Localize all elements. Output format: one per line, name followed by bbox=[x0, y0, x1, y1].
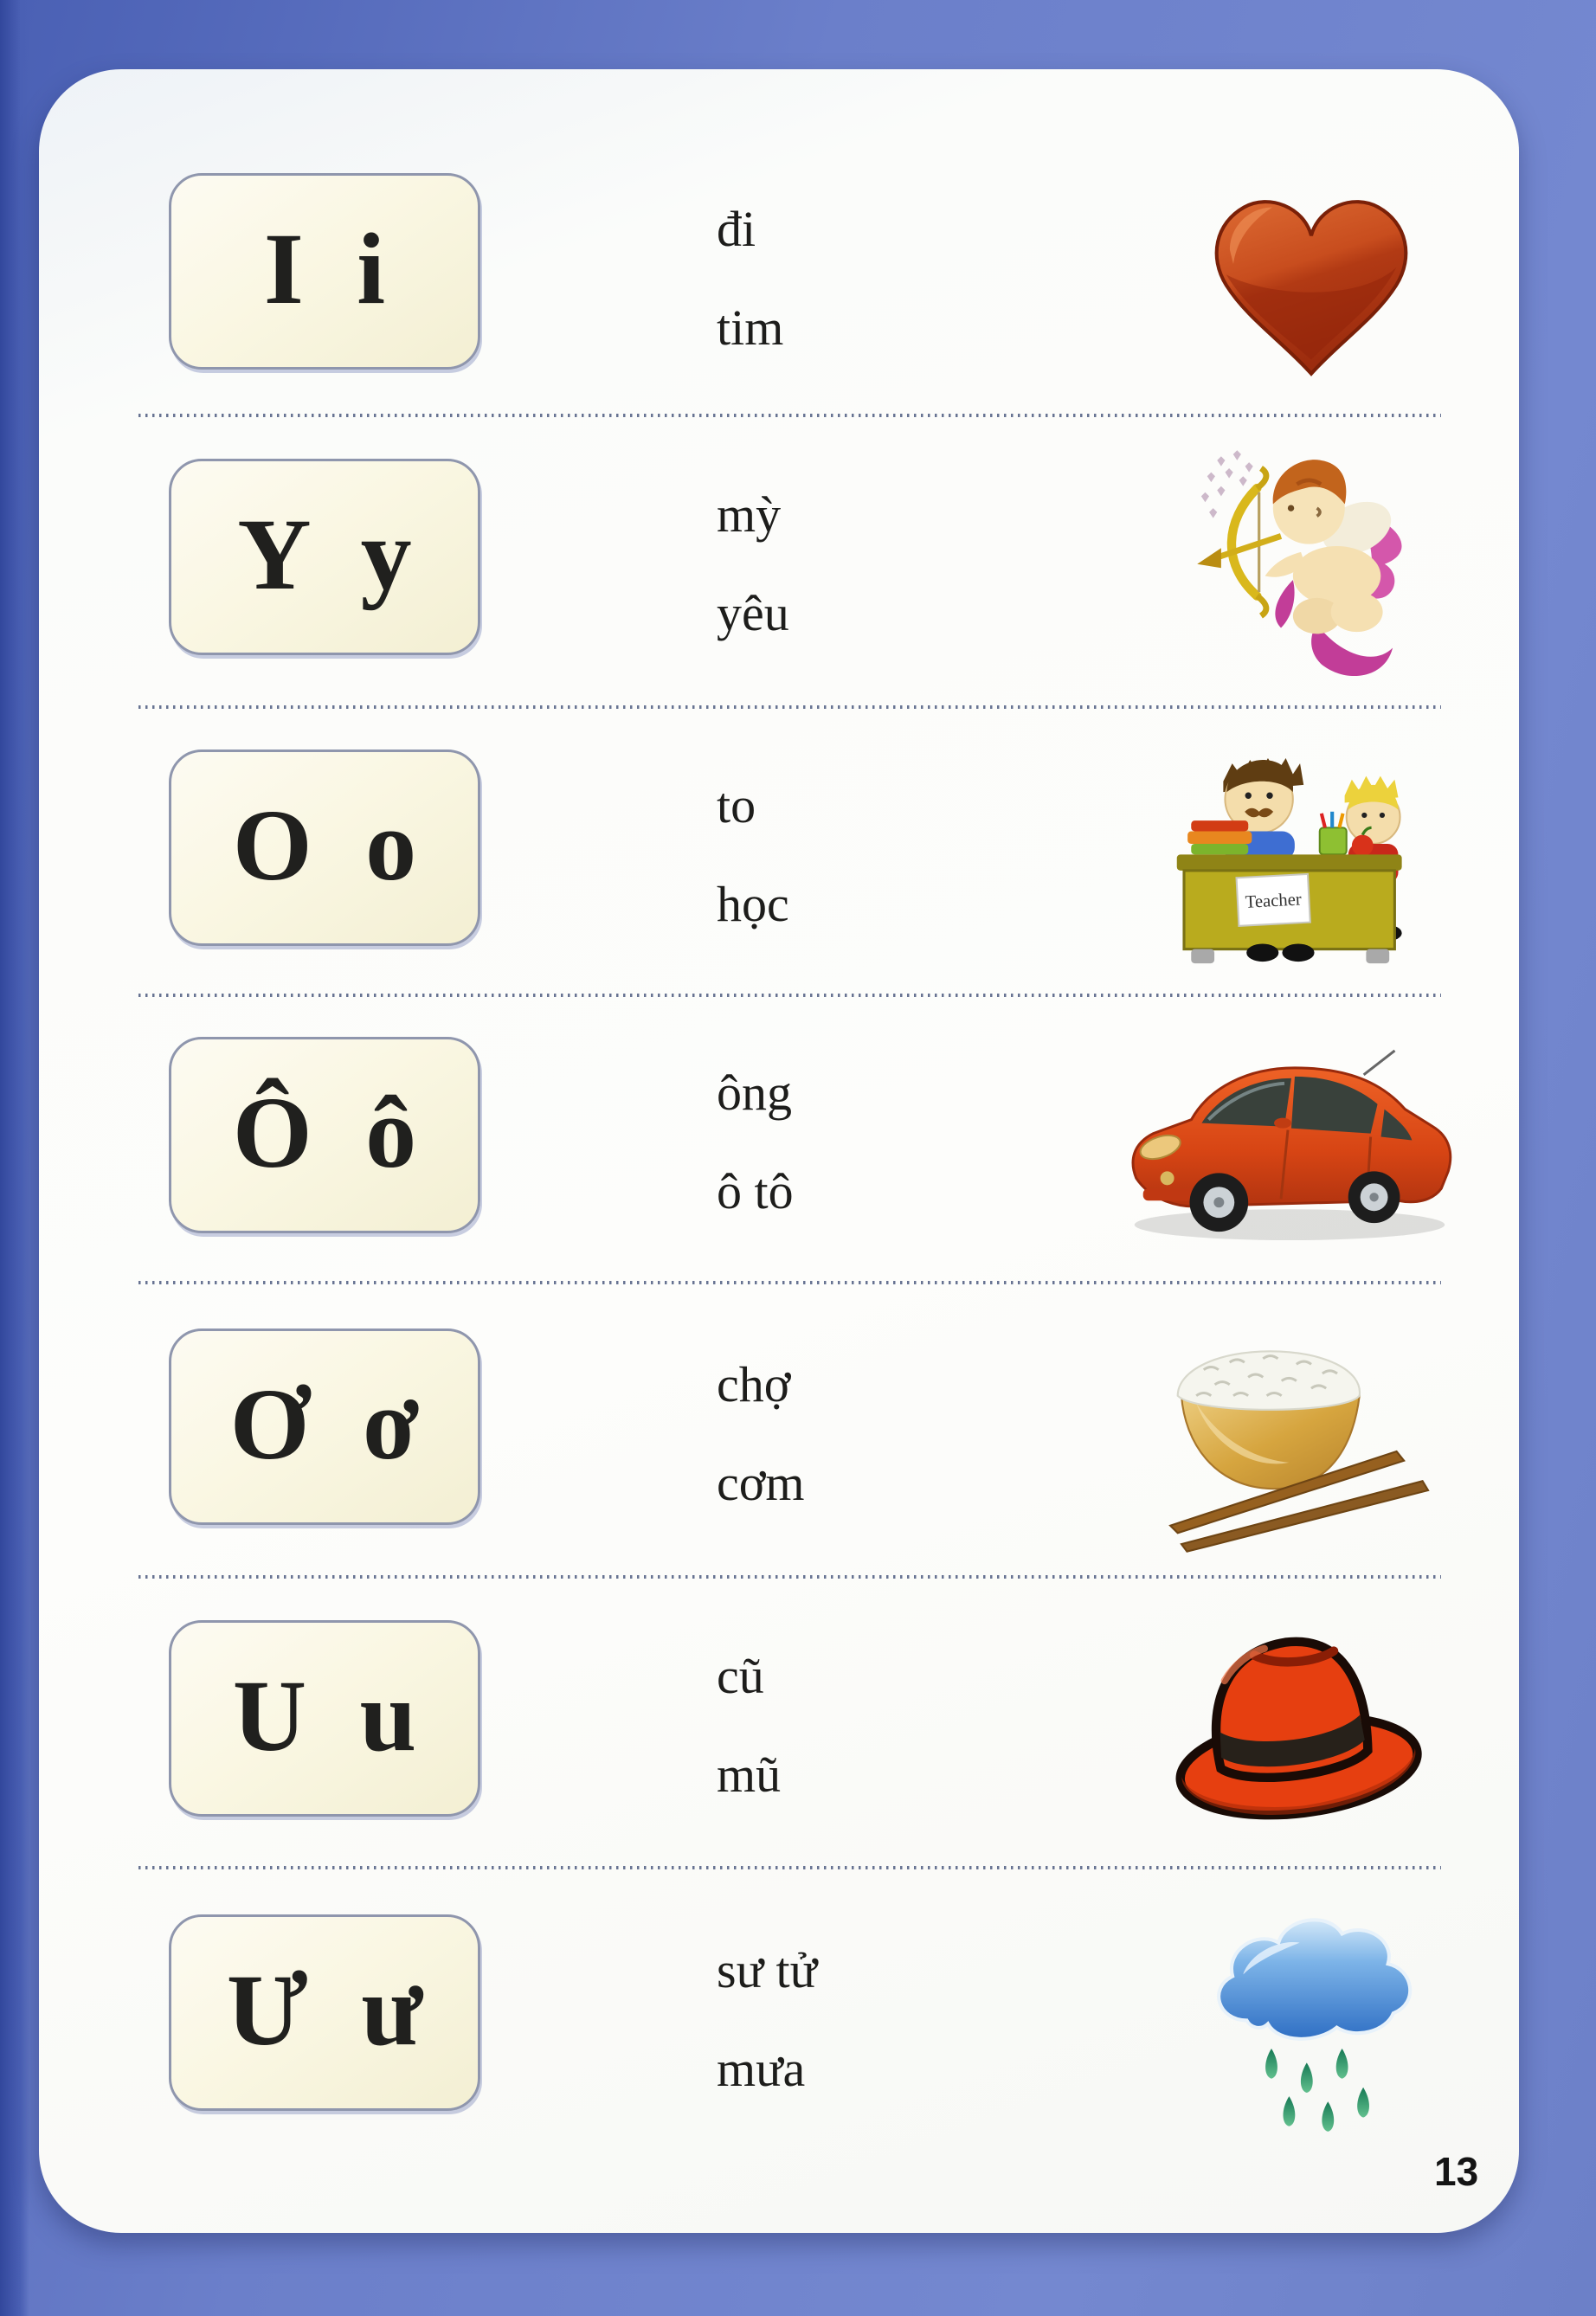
letter-card bbox=[169, 1620, 480, 1817]
example-word: tim bbox=[717, 299, 784, 356]
letter-pair: O o bbox=[232, 788, 417, 902]
example-word: sư tử bbox=[717, 1942, 818, 1998]
red-car-image bbox=[1108, 1047, 1471, 1251]
teacher-sign-text: Teacher bbox=[1245, 890, 1303, 912]
example-word: mũ bbox=[717, 1747, 782, 1803]
example-word: học bbox=[717, 876, 789, 932]
letter-pair: Ư ư bbox=[226, 1953, 423, 2067]
alphabet-row bbox=[39, 459, 1519, 671]
alphabet-row bbox=[39, 1620, 1519, 1832]
dotted-separator bbox=[138, 414, 1441, 417]
letter-card bbox=[169, 749, 480, 946]
letter-card bbox=[169, 459, 480, 655]
heart-image bbox=[1199, 186, 1424, 381]
letter-card bbox=[169, 1037, 480, 1233]
page-number: 13 bbox=[1434, 2149, 1479, 2194]
letter-card bbox=[169, 173, 480, 370]
cupid-image bbox=[1177, 448, 1437, 684]
dotted-separator bbox=[138, 705, 1441, 709]
example-word: ô tô bbox=[717, 1163, 794, 1219]
letter-pair: Ơ ơ bbox=[229, 1367, 420, 1481]
rice-bowl-image bbox=[1155, 1348, 1441, 1555]
letter-pair: Y y bbox=[237, 497, 412, 611]
example-word: to bbox=[717, 777, 756, 833]
dotted-separator bbox=[138, 994, 1441, 997]
book-spine-shadow bbox=[0, 0, 29, 2316]
book-page bbox=[39, 69, 1519, 2233]
dotted-separator bbox=[138, 1866, 1441, 1869]
example-word: ông bbox=[717, 1065, 792, 1121]
teacher-and-student-image bbox=[1155, 745, 1441, 975]
example-word: cũ bbox=[717, 1648, 764, 1704]
letter-card bbox=[169, 1914, 480, 2111]
example-word: yêu bbox=[717, 585, 789, 641]
letter-pair: U u bbox=[232, 1658, 417, 1772]
rain-cloud-image bbox=[1199, 1914, 1432, 2135]
alphabet-row bbox=[39, 1037, 1519, 1249]
alphabet-row bbox=[39, 1914, 1519, 2126]
example-word: mỳ bbox=[717, 486, 782, 543]
letter-pair: I i bbox=[263, 211, 386, 325]
alphabet-row bbox=[39, 173, 1519, 385]
example-word: mưa bbox=[717, 2041, 806, 2097]
dotted-separator bbox=[138, 1281, 1441, 1284]
dotted-separator bbox=[138, 1575, 1441, 1579]
letter-pair: Ô ô bbox=[232, 1075, 417, 1189]
red-hat-image bbox=[1151, 1618, 1437, 1826]
example-word: chợ bbox=[717, 1356, 791, 1412]
alphabet-row bbox=[39, 1328, 1519, 1541]
letter-card bbox=[169, 1328, 480, 1525]
example-word: đi bbox=[717, 201, 756, 257]
example-word: cơm bbox=[717, 1455, 805, 1511]
alphabet-row bbox=[39, 749, 1519, 962]
